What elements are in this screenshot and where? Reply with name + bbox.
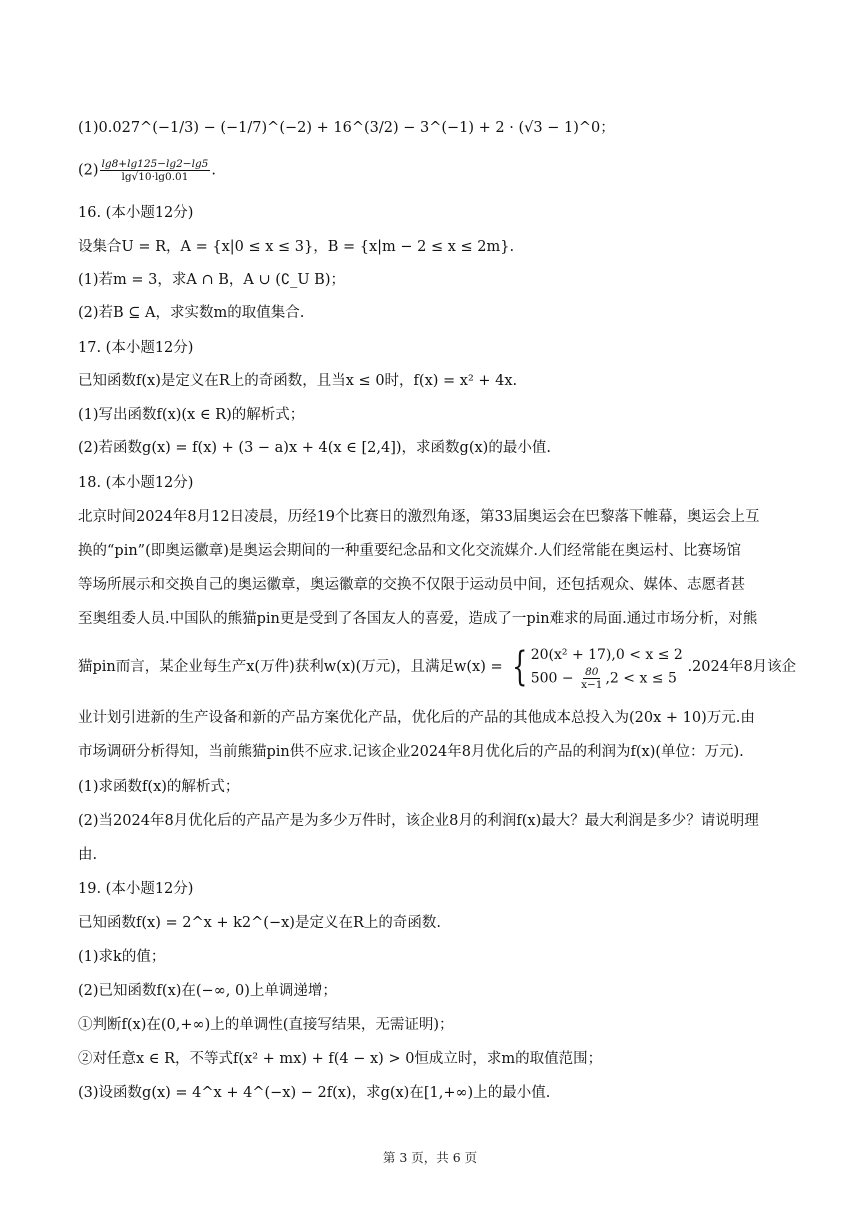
p18-part1: (1)求函数f(x)的解析式；	[78, 779, 240, 795]
p18-text-line1: 北京时间2024年8月12日凌晨，历经19个比赛日的激烈角逐，第33届奥运会在巴黎落下帷幕，奥运会上互	[78, 509, 760, 525]
piecewise-case-1: 20(x² + 17),0 < x ≤ 2	[530, 646, 683, 663]
case2-fraction	[579, 666, 604, 691]
p15-fraction	[100, 158, 211, 183]
p19-part1: (1)求k的值；	[78, 949, 166, 965]
p15-part2-suffix: .	[211, 162, 216, 179]
p19-part2-sub1: ①判断f(x)在(0,+∞)上的单调性(直接写结果，无需证明)；	[78, 1017, 454, 1033]
p19-stem: 已知函数f(x) = 2^x + k2^(−x)是定义在R上的奇函数.	[78, 915, 441, 931]
p18-text-line3: 等场所展示和交换自己的奥运徽章，奥运徽章的交换不仅限于运动员中间，还包括观众、媒体、志愿者甚	[78, 577, 745, 593]
p18-piecewise-line	[78, 643, 797, 691]
piecewise-cases	[531, 644, 683, 691]
p17-heading: 17. (本小题12分)	[78, 340, 194, 356]
left-brace: {	[512, 644, 528, 690]
p16-part1: (1)若m = 3，求A ∩ B，A ∪ (∁_U B)；	[78, 272, 345, 288]
p16-stem: 设集合U = R，A = {x|0 ≤ x ≤ 3}，B = {x|m − 2 ≤ x ≤ 2m}.	[78, 239, 515, 255]
p18-text-line2: 换的“pin”(即奥运徽章)是奥运会期间的一种重要纪念品和文化交流媒介.人们经常能在奥运村、比赛场馆	[78, 543, 742, 559]
p16-heading: 16. (本小题12分)	[78, 205, 194, 221]
p15-part1: (1)0.027^(−1/3) − (−1/7)^(−2) + 16^(3/2) − 3^(−1) + 2 · (√3 − 1)^0；	[78, 120, 615, 136]
p19-part2: (2)已知函数f(x)在(−∞, 0)上单调递增；	[78, 983, 337, 999]
p17-part2: (2)若函数g(x) = f(x) + (3 − a)x + 4(x ∈ [2,4])，求函数g(x)的最小值.	[78, 440, 551, 456]
p18-text-line7: 市场调研分析得知，当前熊猫pin供不应求.记该企业2024年8月优化后的产品的利润为f(x)(单位：万元).	[78, 744, 744, 760]
p18-part2-cont: 由.	[78, 847, 98, 863]
p19-part3: (3)设函数g(x) = 4^x + 4^(−x) − 2f(x)，求g(x)在[1,+∞)上的最小值.	[78, 1085, 551, 1101]
case2-fraction-numerator: 80	[585, 665, 599, 678]
page-footer: 第 3 页，共 6 页	[382, 1150, 478, 1165]
p15-part2-prefix: (2)	[78, 162, 99, 179]
case2-fraction-denominator: x−1	[581, 678, 603, 691]
p18-piecewise-tail: .2024年8月该企	[687, 659, 797, 675]
case2-expression: 500 −	[530, 670, 574, 686]
p17-part1: (1)写出函数f(x)(x ∈ R)的解析式；	[78, 407, 305, 423]
p15-fraction-numerator: lg8+lg125−lg2−lg5	[101, 158, 209, 170]
case2-domain: ,2 < x ≤ 5	[605, 670, 677, 686]
p18-part2: (2)当2024年8月优化后的产品产是为多少万件时，该企业8月的利润f(x)最大？最大利润是多少？请说明理	[78, 813, 759, 829]
piecewise-case-2	[531, 666, 683, 691]
p18-text-line6: 业计划引进新的生产设备和新的产品方案优化产品，优化后的产品的其他成本总投入为(20x + 10)万元.由	[78, 710, 755, 726]
p18-piecewise-intro: 猫pin而言，某企业每生产x(万件)获利w(x)(万元)，且满足w(x) =	[78, 659, 503, 675]
p18-heading: 18. (本小题12分)	[78, 475, 194, 491]
p18-text-line4: 至奥组委人员.中国队的熊猫pin更是受到了各国友人的喜爱，造成了一pin难求的局面.通过市场分析，对熊	[78, 611, 758, 627]
p15-fraction-denominator: lg√10·lg0.01	[121, 171, 189, 183]
p15-part2	[78, 158, 790, 183]
p16-part2: (2)若B ⊆ A，求实数m的取值集合.	[78, 305, 305, 321]
p19-part2-sub2: ②对任意x ∈ R，不等式f(x² + mx) + f(4 − x) > 0恒成立时，求m的取值范围；	[78, 1051, 603, 1067]
piecewise-function	[507, 644, 683, 691]
p17-stem: 已知函数f(x)是定义在R上的奇函数，且当x ≤ 0时，f(x) = x² + 4x.	[78, 373, 518, 389]
p19-heading: 19. (本小题12分)	[78, 881, 194, 897]
